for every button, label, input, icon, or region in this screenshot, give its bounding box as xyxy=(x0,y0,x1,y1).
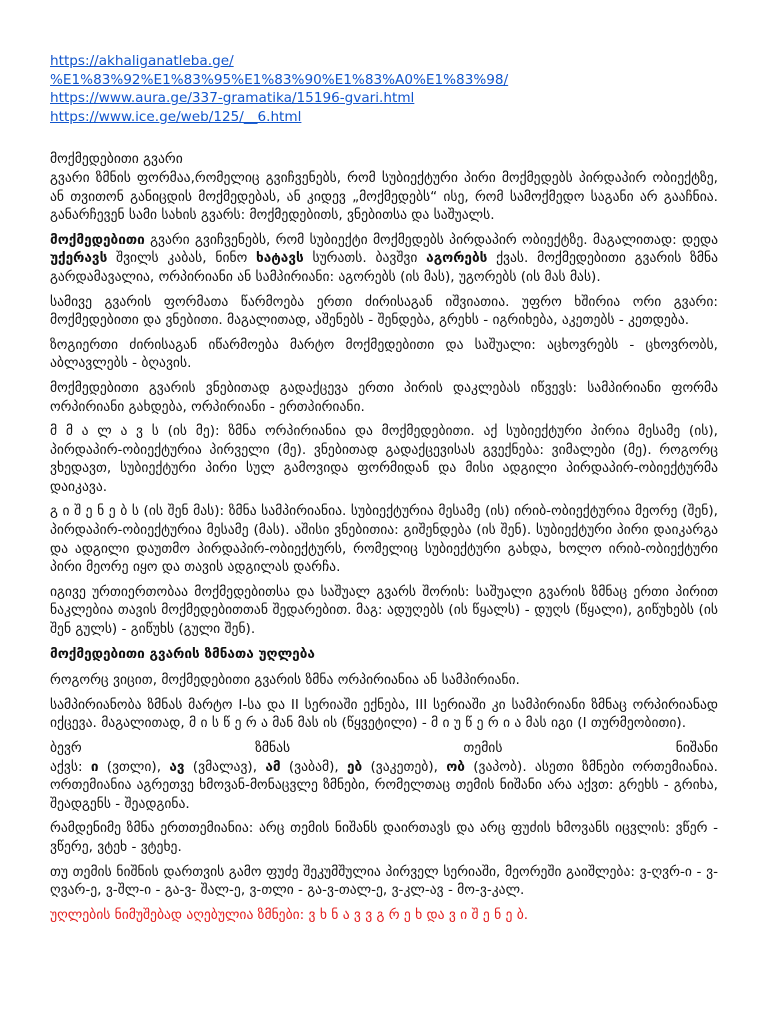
paragraph-example-gishenebs: გ ი შ ე ნ ე ბ ს (ის შენ მას): ზმნა სამპირიანია. სუბიექტურია მესამე (ის) ირიბ-ობიექტურია მეორე (შენ), პირდაპირ-ობიექტურია მესამე (მას). აშისი ვნებითია: გიშენდება (ის შენ). სუბიექტური პირი დაიკარგა და ადგილი დაუთმო პირდაპირ-ობიექტურს, რომელიც სუბიექტური გახდა, ხოლო ირიბ-ობიექტური პირი მეორე იყო და თავის ადგილას დარჩა. xyxy=(50,503,718,576)
paragraph-active-voice: მოქმედებითი გვარი გვიჩვენებს, რომ სუბიექტი მოქმედებს პირდაპირ ობიექტზე. მაგალითად: დედა უქერავს შვილს კაბას, ნინო ხატავს სურათს. ბავშვი აგორებს ქვას. მოქმედებითი გვარის ზმნა გარდამავალია, ორპირიანი ან სამპირიანი: აგორებს (ის მას), უგორებს (ის მას მას). xyxy=(50,231,719,285)
example-verb-2: ხატავს xyxy=(256,250,304,267)
paragraph-two-three-person: როგორც ვიცით, მოქმედებითი გვარის ზმნა ორპირიანია ან სამპირიანი. xyxy=(50,672,520,689)
link-ice[interactable]: https://www.ice.ge/web/125/__6.html xyxy=(50,108,302,125)
paragraph-example-mmalavs: მ მ ა ლ ა ვ ს (ის მე): ზმნა ორპირიანია და მოქმედებითი. აქ სუბიექტური პირია მესამე (ის), პირდაპირ-ობიექტურია პირველი (მე). ვნებითად გადაქცევისას გვექნება: ვიმალები (მე). როგორც ვხედავთ, სუბიექტური პირი სულ გამოვიდა ფორმიდან და მისი ადგილი პირდაპირ-ობიექტურმა დაიკავა. xyxy=(50,423,718,495)
link-akhaliganatleba-path[interactable]: %E1%83%92%E1%83%95%E1%83%90%E1%83%A0%E1%83%98/ xyxy=(50,71,509,88)
paragraph-three-voices: სამივე გვარის ფორმათა წარმოება ერთი ძირისაგან იშვიათია. უფრო ხშირია ორი გვარი: მოქმედებითი და ვნებითი. მაგალითად, აშენებს - შენდება, გრეხს - იგრიხება, აკეთებს - კეთდება. xyxy=(50,293,718,329)
paragraph-thematic-markers: ბევრ ზმნას თემის ნიშანი აქვს: ი (ვთლი), ავ (ვმალავ), ამ (ვაბამ), ებ (ვაკეთებ), ობ (ვაპობ). ასეთი ზმნები ორთემიანია. ორთემიანია აგრეთვე ხმოვან-მონაცვლე ზმნები, რომელთაც თემის ნიშანი არა აქვთ: გრეხს - გრიხა, შეადგენს - შეადგინა. xyxy=(50,740,718,812)
paragraph-some-roots: ზოგიერთი ძირისაგან იწარმოება მარტო მოქმედებითი და საშუალი: აცხოვრებს - ცხოვრობს, აბლავლებს - ბღავის. xyxy=(50,336,718,372)
term-active-voice: მოქმედებითი xyxy=(50,231,145,248)
section-title: მოქმედებითი გვარი xyxy=(50,151,183,168)
paragraph-passive-conversion: მოქმედებითი გვარის ვნებითად გადაქცევა ერთი პირის დაკლებას იწვევს: სამპირიანი ფორმა ორპირიანი გახდება, ორპირიანი - ერთპირიანი. xyxy=(50,379,718,415)
paragraph-single-theme: რამდენიმე ზმნა ერთთემიანია: არც თემის ნიშანს დაირთავს და არც ფუძის ხმოვანს იცვლის: ვწერ - ვწერე, ვტეხ - ვტეხე. xyxy=(50,820,718,855)
example-verb-1: უქერავს xyxy=(50,250,108,267)
paragraph-conjugation-samples: უღლების ნიმუშებად აღებულია ზმნები: ვ ხ ნ ა ვ ვ გ რ ე ხ და ვ ი შ ე ნ ე ბ. xyxy=(50,906,529,923)
link-aura[interactable]: https://www.aura.ge/337-gramatika/15196-gvari.html xyxy=(50,90,415,107)
paragraph-series: სამპირიანობა ზმნას მარტო I-სა და II სერიაში ექნება, III სერიაში კი სამპირიანი ზმნაც ორპირიანად იქცევა. მაგალითად, მ ი ს წ ე რ ა მან მას ის (წყვეტილი) - მ ი უ წ ე რ ი ა მას იგი (I თურმეობითი). xyxy=(50,696,718,732)
example-verb-3: აგორებს xyxy=(426,250,488,267)
link-akhaliganatleba[interactable]: https://akhaliganatleba.ge/ xyxy=(50,53,234,69)
heading-conjugation: მოქმედებითი გვარის ზმნათა უღლება xyxy=(50,645,315,662)
paragraph-definition: გვარი ზმნის ფორმაა,რომელიც გვიჩვენებს, რომ სუბიექტური პირი მოქმედებს პირდაპირ ობიექტზე, ან თვითონ განიცდის მოქმედებას, ან კიდევ „მოქმედებს“ ისე, რომ სამოქმედო საგანი არ გააჩნია. განარჩევენ სამი სახის გვარს: მოქმედებითს, ვნებითსა და საშუალს. xyxy=(50,169,718,224)
source-links xyxy=(50,52,718,126)
paragraph-stem-contraction: თუ თემის ნიშნის დართვის გამო ფუძე შეკუმშულია პირველ სერიაში, მეორეში გაიშლება: ვ-ღვრ-ი - ვ-ღვარ-ე, ვ-შლ-ი - გა-ვ- შალ-ე, ვ-თლი - გა-ვ-თალ-ე, ვ-კლ-ავ - მო-ვ-კალ. xyxy=(50,863,718,899)
paragraph-middle-voice: იგივე ურთიერთობაა მოქმედებითსა და საშუალ გვარს შორის: საშუალი გვარის ზმნაც ერთი პირით ნაკლებია თავის მოქმედებითთან შედარებით. მაგ: ადუღებს (ის წყალს) - დუღს (წყალი), გიწუხებს (ის შენ გულს) - გიწუხს (გული შენ). xyxy=(50,583,718,638)
